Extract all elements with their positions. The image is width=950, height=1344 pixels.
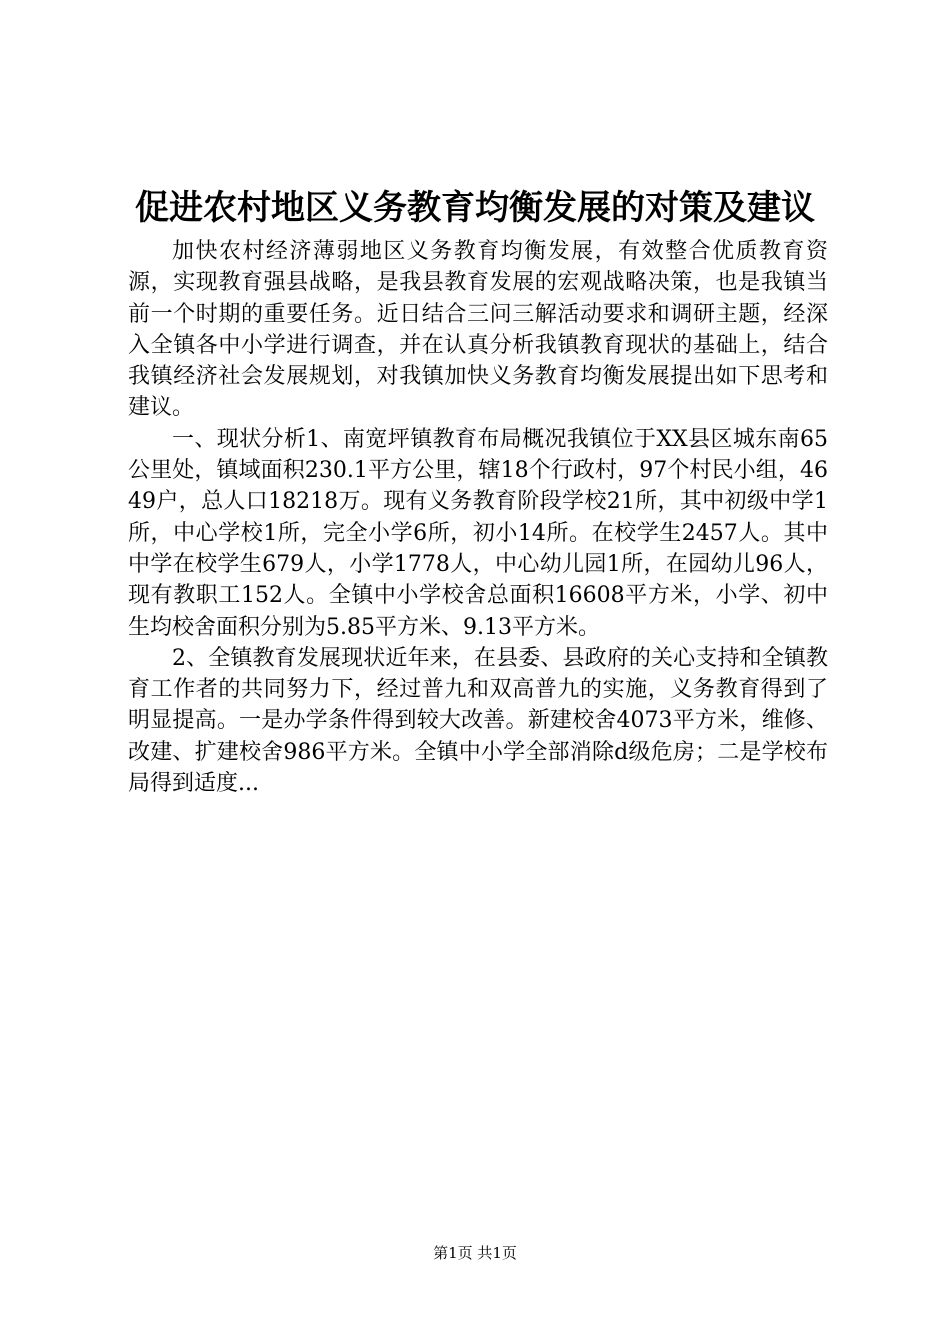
document-body — [128, 236, 828, 799]
paragraph-development-status: 2、全镇教育发展现状近年来，在县委、县政府的关心支持和全镇教育工作者的共同努力下，经过普九和双高普九的实施，义务教育得到了明显提高。一是办学条件得到较大改善。新建校舍4073平方米，维修、改建、扩建校舍986平方米。全镇中小学全部消除d级危房；二是学校布局得到适度... — [128, 645, 828, 797]
document-title: 促进农村地区义务教育均衡发展的对策及建议 — [135, 188, 815, 228]
paragraph-status-analysis: 一、现状分析1、南宽坪镇教育布局概况我镇位于XX县区城东南65公里处，镇域面积230.1平方公里，辖18个行政村，97个村民小组，4649户，总人口18218万。现有义务教育阶段学校21所，其中初级中学1所，中心学校1所，完全小学6所，初小14所。在校学生2457人。其中中学在校学生679人，小学1778人，中心幼儿园1所，在园幼儿96人，现有教职工152人。全镇中小学校舍总面积16608平方米，小学、初中生均校舍面积分别为5.85平方米、9.13平方米。 — [128, 426, 828, 640]
paragraph-intro: 加快农村经济薄弱地区义务教育均衡发展，有效整合优质教育资源，实现教育强县战略，是我县教育发展的宏观战略决策，也是我镇当前一个时期的重要任务。近日结合三问三解活动要求和调研主题，经深入全镇各中小学进行调查，并在认真分析我镇教育现状的基础上，结合我镇经济社会发展规划，对我镇加快义务教育均衡发展提出如下思考和建议。 — [128, 239, 828, 421]
page-footer: 第1页 共1页 — [433, 1244, 517, 1262]
